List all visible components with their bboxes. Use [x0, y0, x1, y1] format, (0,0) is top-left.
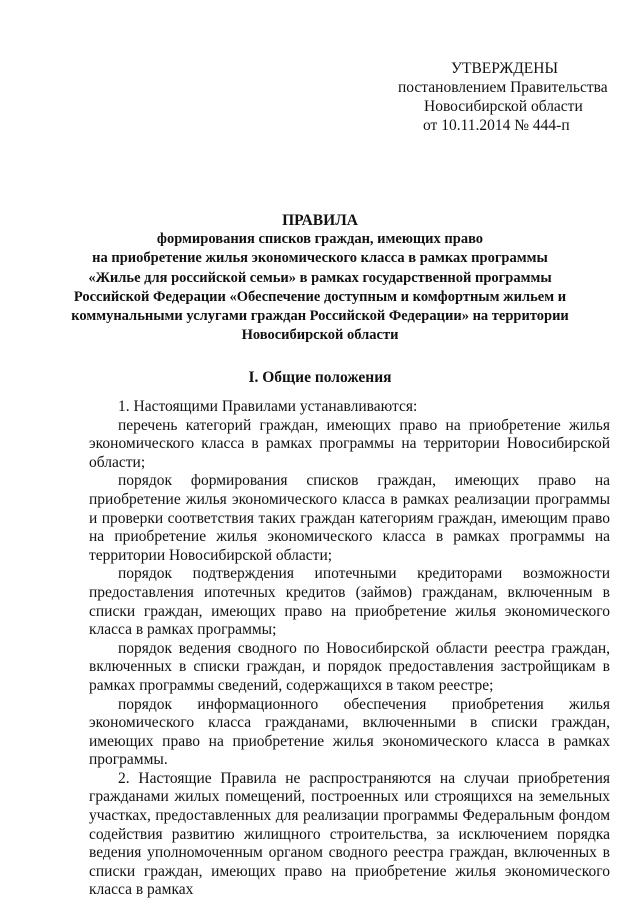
- title-line: формирования списков граждан, имеющих право: [156, 231, 484, 248]
- title-line: Новосибирской области: [241, 327, 399, 344]
- approval-region-line: Новосибирской области: [424, 98, 583, 115]
- paragraph: порядок подтверждения ипотечными кредиторами возможности предоставления ипотечных кредитов (займов) гражданам, включенным в списки граждан, имеющих право на приобретение жилья экономического класса в рамках программы;: [89, 565, 610, 639]
- paragraph: 1. Настоящими Правилами устанавливаются:: [118, 398, 418, 415]
- paragraph: перечень категорий граждан, имеющих право на приобретение жилья экономического класса в рамках программы на территории Новосибирской области;: [89, 416, 610, 471]
- document-body: [89, 398, 610, 900]
- title-heading: ПРАВИЛА: [282, 212, 358, 229]
- approval-heading: УТВЕРЖДЕНЫ: [451, 60, 558, 77]
- title-line: «Жилье для российской семьи» в рамках государственной программы: [88, 269, 552, 286]
- paragraph: 2. Настоящие Правила не распространяются на случаи приобретения гражданами жилых помещений, построенных или строящихся на земельных участках, предоставленных для реализации программы Федеральным фондом содействия развитию жилищного строительства, за исключением порядка ведения уполномоченным органом сводного реестра граждан, включенных в списки граждан, имеющих право на приобретение жилья экономического класса в рамках: [89, 769, 610, 899]
- approval-stamp: [398, 59, 618, 135]
- title-line: на приобретение жилья экономического класса в рамках программы: [92, 250, 548, 267]
- title-line: Российской Федерации «Обеспечение доступным и комфортным жильем и: [73, 288, 567, 305]
- paragraph: порядок ведения сводного по Новосибирской области реестра граждан, включенных в списки граждан, и порядок предоставления застройщикам в рамках программы сведений, содержащихся в таком реестре;: [89, 639, 610, 694]
- section-heading: I. Общие положения: [248, 369, 392, 386]
- title-line: коммунальными услугами граждан Российской Федерации» на территории: [71, 308, 569, 325]
- approval-date-number-line: от 10.11.2014 № 444-п: [423, 117, 570, 134]
- approval-resolution-line: постановлением Правительства: [398, 79, 608, 96]
- paragraph: порядок формирования списков граждан, имеющих право на приобретение жилья экономического класса в рамках реализации программы и проверки соответствия таких граждан категориям граждан, имеющим право на приобретение жилья экономического класса в рамках программы на территории Новосибирской области;: [89, 472, 610, 564]
- paragraph: порядок информационного обеспечения приобретения жилья экономического класса гражданами, включенными в списки граждан, имеющих право на приобретение жилья экономического класса в рамках программы.: [89, 695, 610, 769]
- document-title: [40, 211, 600, 345]
